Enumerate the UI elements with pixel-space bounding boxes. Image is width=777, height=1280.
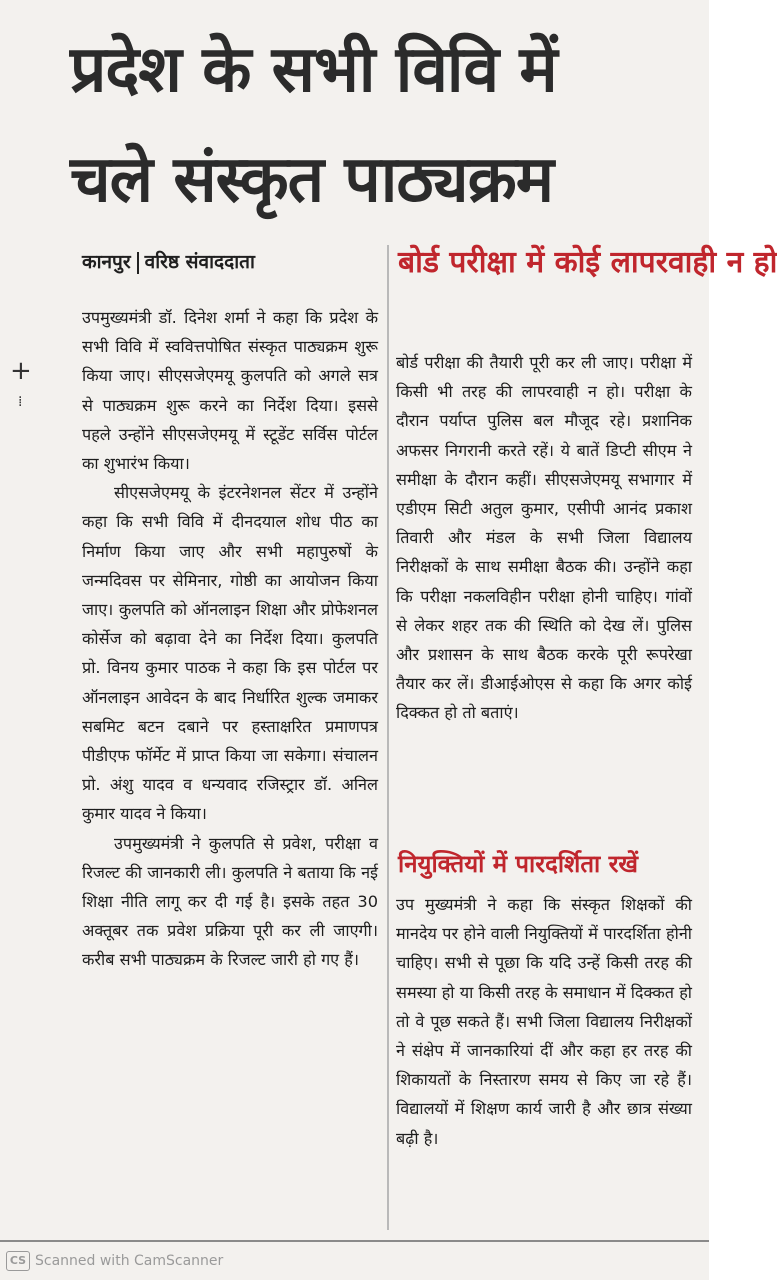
footer-divider (0, 1240, 709, 1242)
column-divider (387, 245, 389, 1230)
right-column-section-2 (396, 890, 692, 1153)
crop-tick-icon: ⁞ (18, 394, 23, 410)
left-column (82, 303, 378, 975)
scanner-text: Scanned with CamScanner (35, 1253, 224, 1269)
byline-separator (137, 252, 139, 274)
crop-mark-icon: + (10, 356, 32, 386)
left-paragraph-3: उपमुख्यमंत्री ने कुलपति से प्रवेश, परीक्षा व रिजल्ट की जानकारी ली। कुलपति ने बताया कि नई शिक्षा नीति लागू कर दी गई है। इसके तहत 30 अक्तूबर तक प्रवेश प्रक्रिया पूरी कर ली जाएगी। करीब सभी पाठ्यक्रम के रिजल्ट जारी हो गए हैं। (82, 833, 378, 970)
scanner-watermark (6, 1250, 223, 1272)
right-section-1-body: बोर्ड परीक्षा की तैयारी पूरी कर ली जाए। परीक्षा में किसी भी तरह की लापरवाही न हो। परीक्षा के दौरान पर्याप्त पुलिस बल मौजूद रहे। प्रशानिक अफसर निगरानी करते रहें। ये बातें डिप्टी सीएम ने समीक्षा के दौरान कहीं। सीएसजेएमयू सभागार में एडीएम सिटी अतुल कुमार, एसीपी आनंद प्रकाश तिवारी और मंडल के सभी जिला विद्यालय निरीक्षकों के साथ समीक्षा बैठक की। उन्होंने कहा कि परीक्षा नकलविहीन परीक्षा होनी चाहिए। गांवों से लेकर शहर तक की स्थिति को देख लें। पुलिस और प्रशासन के साथ बैठक करके पूरी रूपरेखा तैयार कर लें। डीआईओएस से कहा कि अगर कोई दिक्कत हो तो बताएं। (396, 353, 692, 723)
camscanner-logo-icon: CS (6, 1251, 30, 1271)
right-section-2-body: उप मुख्यमंत्री ने कहा कि संस्कृत शिक्षकों की मानदेय पर होने वाली नियुक्तियों में पारदर्शिता होनी चाहिए। सभी से पूछा कि यदि उन्हें किसी तरह की समस्या हो या किसी तरह के समाधान में दिक्कत हो तो वे पूछ सकते हैं। सभी जिला विद्यालय निरीक्षकों ने संक्षेप में जानकारियां दीं और कहा हर तरह की शिकायतों के निस्तारण समय से किए जा रहे हैं। विद्यालयों में शिक्षण कार्य जारी है और छात्र संख्या बढ़ी है। (396, 895, 692, 1148)
headline (70, 20, 700, 240)
byline-reporter: वरिष्ठ संवाददाता (144, 251, 255, 273)
left-paragraph-1: उपमुख्यमंत्री डॉ. दिनेश शर्मा ने कहा कि प्रदेश के सभी विवि में स्ववित्तपोषित संस्कृत पाठ्यक्रम शुरू किया जाए। सीएसजेएमयू कुलपति को अगले सत्र से पाठ्यक्रम शुरू करने का निर्देश दिया। इससे पहले उन्होंने सीएसजेएमयू में स्टूडेंट सर्विस पोर्टल का शुभारंभ किया। (82, 308, 378, 474)
byline (82, 248, 382, 274)
headline-line-2: चले संस्कृत पाठ्यक्रम (70, 143, 553, 217)
left-paragraph-2: सीएसजेएमयू के इंटरनेशनल सेंटर में उन्होंने कहा कि सभी विवि में दीनदयाल शोध पीठ का निर्माण किया जाए और सभी महापुरुषों के जन्मदिवस पर सेमिनार, गोष्ठी का आयोजन किया जाए। कुलपति को ऑनलाइन शिक्षा और प्रोफेशनल कोर्सेज को बढ़ावा देने का निर्देश दिया। कुलपति प्रो. विनय कुमार पाठक ने कहा कि इस पोर्टल पर ऑनलाइन आवेदन के बाद निर्धारित शुल्क जमाकर सबमिट बटन दबाने पर हस्ताक्षरित प्रमाणपत्र पीडीएफ फॉर्मेट में प्राप्त किया जा सकेगा। संचालन प्रो. अंशु यादव व धन्यवाद रजिस्ट्रार डॉ. अनिल कुमार यादव ने किया। (82, 483, 378, 824)
subheading-board-exam: बोर्ड परीक्षा में कोई लापरवाही न हो (398, 245, 777, 280)
headline-line-1: प्रदेश के सभी विवि में (70, 33, 557, 107)
subheading-transparency: नियुक्तियों में पारदर्शिता रखें (398, 850, 639, 878)
byline-city: कानपुर (82, 251, 131, 273)
right-column-section-1 (396, 348, 692, 728)
